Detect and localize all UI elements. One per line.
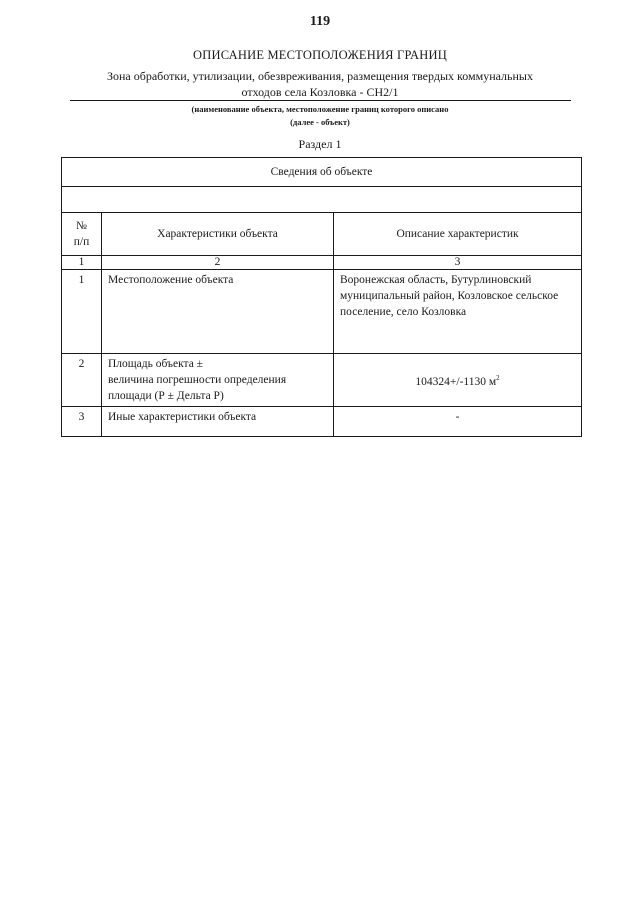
object-name-underline <box>70 100 571 101</box>
table-blank-row <box>62 187 582 213</box>
column-number: 2 <box>102 256 334 270</box>
row-description <box>334 354 582 407</box>
row-description: Воронежская область, Бутурлиновский муниципальный район, Козловское сельское поселение, село Козловка <box>334 270 582 354</box>
area-unit-superscript: 2 <box>496 374 500 383</box>
row-number: 3 <box>62 407 102 437</box>
document-title: ОПИСАНИЕ МЕСТОПОЛОЖЕНИЯ ГРАНИЦ <box>193 48 447 62</box>
row-characteristic-line-2: величина погрешности определения <box>108 374 287 386</box>
row-characteristic: Иные характеристики объекта <box>102 407 334 437</box>
row-characteristic-line-1: Площадь объекта ± <box>108 358 203 370</box>
row-number: 1 <box>62 270 102 354</box>
column-number-row <box>62 256 582 270</box>
area-value: 104324+/-1130 м <box>415 375 497 388</box>
header-number-line-2: п/п <box>73 236 90 248</box>
table-caption-row <box>62 158 582 187</box>
object-name-line-1: Зона обработки, утилизации, обезвреживания, размещения твердых коммунальных <box>106 69 533 83</box>
row-characteristic <box>102 354 334 407</box>
header-description: Описание характеристик <box>334 213 582 256</box>
section-title: Раздел 1 <box>298 137 342 151</box>
object-name-caption <box>0 103 640 129</box>
table-header-row <box>62 213 582 256</box>
table-row <box>62 407 582 437</box>
row-number: 2 <box>62 354 102 407</box>
table-row <box>62 354 582 407</box>
row-description: - <box>334 407 582 437</box>
column-number: 3 <box>334 256 582 270</box>
caption-line-2: (далее - объект) <box>290 117 350 127</box>
row-characteristic-line-3: площади (Р ± Дельта Р) <box>108 390 224 402</box>
table-row <box>62 270 582 354</box>
header-number <box>62 213 102 256</box>
object-info-table <box>61 157 582 437</box>
header-characteristic: Характеристики объекта <box>102 213 334 256</box>
blank-cell <box>62 187 582 213</box>
table-caption: Сведения об объекте <box>62 158 582 187</box>
caption-line-1: (наименование объекта, местоположение границ которого описано <box>191 104 449 114</box>
object-name-line-2: отходов села Козловка - СН2/1 <box>241 85 399 99</box>
row-characteristic: Местоположение объекта <box>102 270 334 354</box>
header-number-line-1: № <box>76 220 87 232</box>
object-name <box>75 68 565 100</box>
page-number: 119 <box>309 14 331 29</box>
column-number: 1 <box>62 256 102 270</box>
